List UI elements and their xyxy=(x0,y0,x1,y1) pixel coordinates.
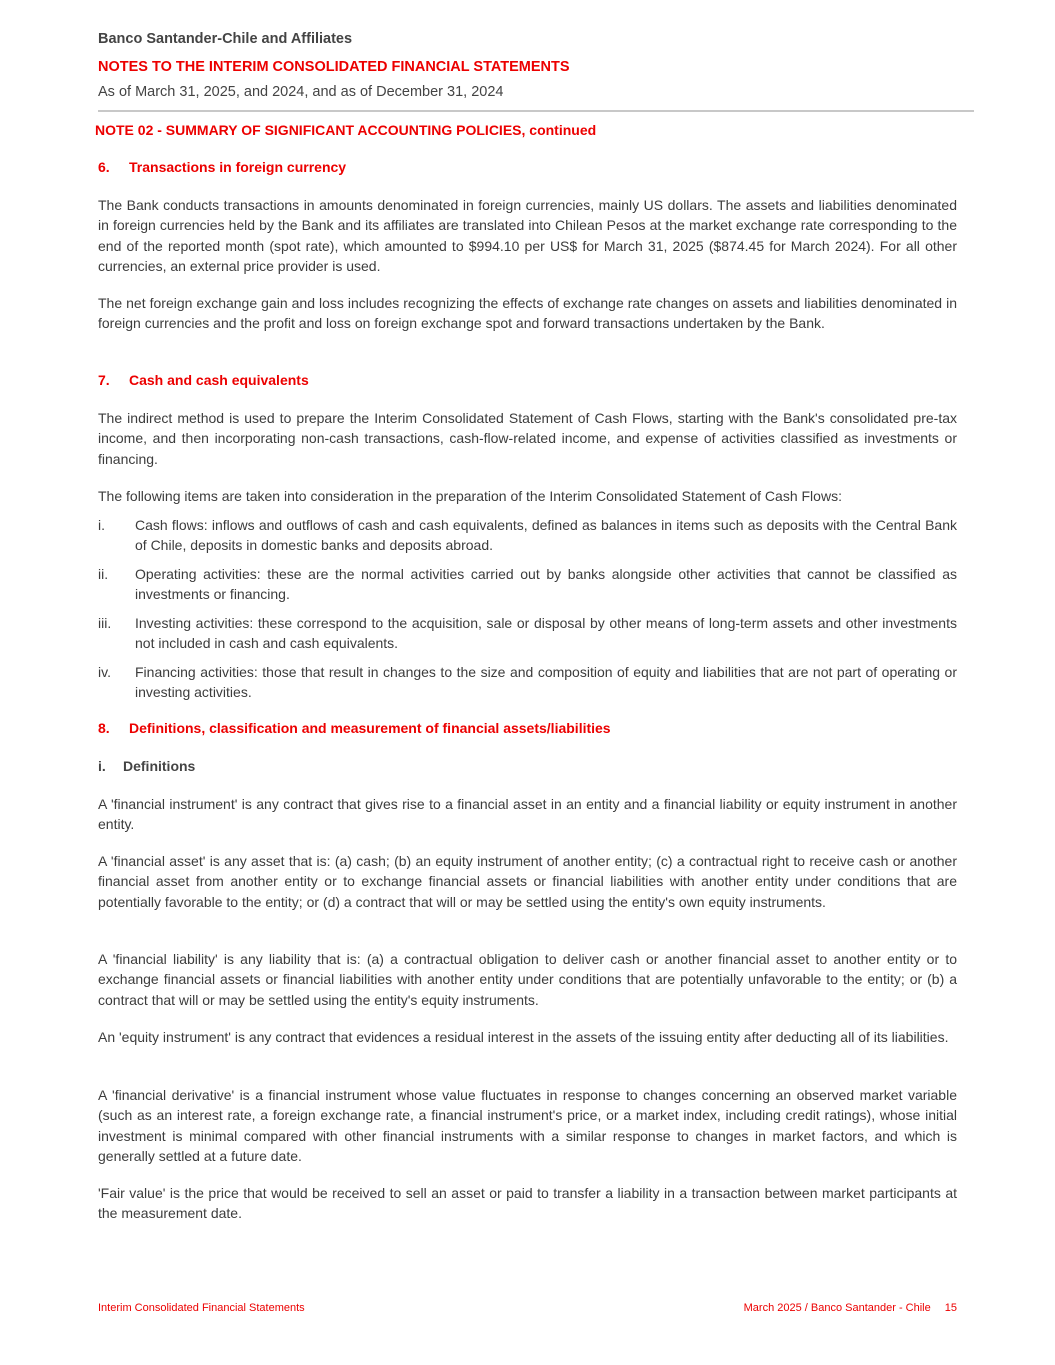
section-6-heading xyxy=(98,159,346,175)
paragraph: A 'financial instrument' is any contract that gives rise to a financial asset in an entity and a financial liability or equity instrument in another entity. xyxy=(98,796,957,833)
paragraph: The net foreign exchange gain and loss includes recognizing the effects of exchange rate changes on assets and liabilities denominated in foreign currencies and the profit and loss on foreign exchange spot and forward transactions undertaken by the Bank. xyxy=(98,295,957,332)
footer-left: Interim Consolidated Financial Statements xyxy=(98,1302,305,1314)
subsection-title: Definitions xyxy=(123,758,196,774)
section-8-heading xyxy=(98,720,611,736)
section-number: 6. xyxy=(98,159,110,175)
list-item xyxy=(98,613,957,654)
paragraph: The indirect method is used to prepare the Interim Consolidated Statement of Cash Flows, starting with the Bank's consolidated pre-tax income, and then incorporating non-cash transactions, cash-flow-related income, and expense of activities classified as investments or financing. xyxy=(98,410,957,467)
section-number: 7. xyxy=(98,372,110,388)
list-marker: i. xyxy=(98,517,105,533)
subsection-number: i. xyxy=(98,758,106,774)
footer-right xyxy=(744,1302,957,1314)
list-item-text: Operating activities: these are the normal activities carried out by banks alongside other activities that cannot be classified as investments or financing. xyxy=(135,566,957,603)
subsection-heading xyxy=(98,758,195,774)
page-number: 15 xyxy=(944,1302,957,1314)
paragraph: An 'equity instrument' is any contract that evidences a residual interest in the assets of the issuing entity after deducting all of its liabilities. xyxy=(98,1029,949,1045)
list-marker: iv. xyxy=(98,664,111,680)
notes-title: NOTES TO THE INTERIM CONSOLIDATED FINANCIAL STATEMENTS xyxy=(98,59,570,75)
paragraph: The following items are taken into consideration in the preparation of the Interim Consolidated Statement of Cash Flows: xyxy=(98,488,842,504)
section-title: Cash and cash equivalents xyxy=(129,372,309,388)
list-item-text: Financing activities: those that result in changes to the size and composition of equity and liabilities that are not part of operating or investing activities. xyxy=(135,664,957,701)
paragraph: A 'financial asset' is any asset that is: (a) cash; (b) an equity instrument of another entity; (c) a contractual right to receive cash or another financial asset from another entity or to exchange financial assets or financial liabilities with another entity under conditions that are potentially favorable to the entity; or (d) a contract that will or may be settled using the entity's own equity instruments. xyxy=(98,853,957,910)
list-item xyxy=(98,564,957,605)
section-7-heading xyxy=(98,372,309,388)
section-number: 8. xyxy=(98,720,110,736)
note-title: NOTE 02 - SUMMARY OF SIGNIFICANT ACCOUNTING POLICIES, continued xyxy=(95,122,597,138)
list-marker: iii. xyxy=(98,615,112,631)
company-name: Banco Santander-Chile and Affiliates xyxy=(98,31,353,47)
paragraph: A 'financial derivative' is a financial instrument whose value fluctuates in response to changes concerning an observed market variable (such as an interest rate, a foreign exchange rate, a financial instrument's price, or a market index, including credit ratings), whose initial investment is minimal compared with other financial instruments with a similar response to changes in market factors, and which is generally settled at a future date. xyxy=(98,1087,957,1164)
list-marker: ii. xyxy=(98,566,109,582)
footer-source: March 2025 / Banco Santander - Chile xyxy=(743,1302,931,1314)
list-item-text: Investing activities: these correspond to the acquisition, sale or disposal by other means of long-term assets and other investments not included in cash and cash equivalents. xyxy=(135,615,957,652)
paragraph: A 'financial liability' is any liability that is: (a) a contractual obligation to deliver cash or another financial asset to another entity or to exchange financial assets or financial liabilities with another entity under conditions that are potentially unfavorable to the entity; or (b) a contract that will or may be settled using the entity's equity instruments. xyxy=(98,951,957,1008)
date-line: As of March 31, 2025, and 2024, and as of December 31, 2024 xyxy=(98,84,504,100)
list-item xyxy=(98,515,957,556)
header-divider xyxy=(98,110,974,112)
section-title: Transactions in foreign currency xyxy=(129,159,347,175)
paragraph: The Bank conducts transactions in amounts denominated in foreign currencies, mainly US dollars. The assets and liabilities denominated in foreign currencies held by the Bank and its affiliates are translated into Chilean Pesos at the market exchange rate corresponding to the end of the reported month (spot rate), which amounted to $994.10 per US$ for March 31, 2025 ($874.45 for March 2024). For all other currencies, an external price provider is used. xyxy=(98,197,957,274)
section-title: Definitions, classification and measurement of financial assets/liabilities xyxy=(129,720,611,736)
list-item-text: Cash flows: inflows and outflows of cash and cash equivalents, defined as balances in items such as deposits with the Central Bank of Chile, deposits in domestic banks and deposits abroad. xyxy=(135,517,957,554)
list-item xyxy=(98,662,957,703)
paragraph: 'Fair value' is the price that would be received to sell an asset or paid to transfer a liability in a transaction between market participants at the measurement date. xyxy=(98,1185,957,1222)
